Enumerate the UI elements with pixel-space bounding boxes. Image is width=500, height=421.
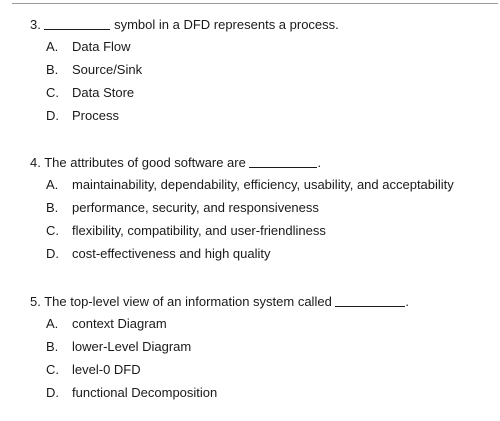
option-a[interactable]: A. maintainability, dependability, efficiency, usability, and acceptability: [46, 177, 454, 192]
option-c[interactable]: C. flexibility, compatibility, and user-friendliness: [46, 223, 326, 238]
option-a[interactable]: A. Data Flow: [46, 39, 131, 54]
answer-blank: [249, 154, 317, 168]
option-c[interactable]: C. level-0 DFD: [46, 362, 141, 377]
option-d[interactable]: D. cost-effectiveness and high quality: [46, 246, 271, 261]
answer-blank: [44, 16, 110, 30]
option-b[interactable]: B. performance, security, and responsiveness: [46, 200, 319, 215]
top-divider: [12, 3, 498, 4]
question-number: 4.: [30, 155, 41, 170]
question-stem: 4. The attributes of good software are .: [30, 155, 322, 170]
question-4: [30, 153, 495, 265]
question-stem: 5. The top-level view of an information system called .: [30, 294, 410, 309]
question-3: [30, 15, 495, 127]
option-b[interactable]: B. Source/Sink: [46, 62, 143, 77]
option-c[interactable]: C. Data Store: [46, 85, 135, 100]
option-d[interactable]: D. Process: [46, 108, 119, 123]
question-stem: 3. symbol in a DFD represents a process.: [30, 17, 339, 32]
question-number: 5.: [30, 294, 41, 309]
option-d[interactable]: D. functional Decomposition: [46, 385, 218, 400]
option-b[interactable]: B. lower-Level Diagram: [46, 339, 192, 354]
question-5: [30, 292, 495, 404]
answer-blank: [335, 293, 405, 307]
option-a[interactable]: A. context Diagram: [46, 316, 167, 331]
question-number: 3.: [30, 17, 41, 32]
